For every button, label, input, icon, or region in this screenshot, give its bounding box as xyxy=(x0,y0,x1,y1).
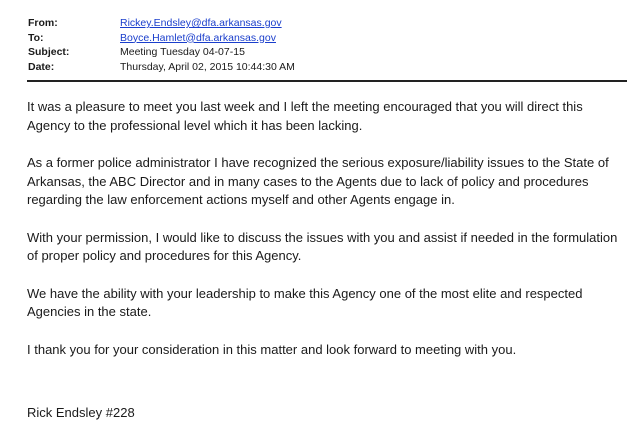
subject-value: Meeting Tuesday 04-07-15 xyxy=(120,46,245,58)
to-row xyxy=(28,31,628,46)
from-label: From: xyxy=(28,17,58,29)
body-paragraph: As a former police administrator I have recognized the serious exposure/liability issues to the State of Arkansas, the ABC Director and in many cases to the Agents due to lack of policy and procedures regarding the law enforcement actions myself and other Agents engage in. xyxy=(27,155,609,207)
body-paragraph: It was a pleasure to meet you last week and I left the meeting encouraged that you will direct this Agency to the professional level which it has been lacking. xyxy=(27,99,583,133)
subject-label: Subject: xyxy=(28,46,70,58)
from-row xyxy=(28,16,628,31)
email-header xyxy=(28,16,628,74)
body-paragraph: We have the ability with your leadership to make this Agency one of the most elite and respected Agencies in the state. xyxy=(27,285,583,319)
body-paragraph: With your permission, I would like to discuss the issues with you and assist if needed in the formulation of proper policy and procedures for this Agency. xyxy=(27,229,618,263)
date-row xyxy=(28,60,628,75)
email-body xyxy=(27,98,627,378)
header-divider xyxy=(27,80,627,82)
to-email-link[interactable]: Boyce.Hamlet@dfa.arkansas.gov xyxy=(120,31,276,44)
signature: Rick Endsley #228 xyxy=(27,405,135,420)
body-paragraph: I thank you for your consideration in this matter and look forward to meeting with you. xyxy=(27,341,517,357)
date-label: Date: xyxy=(28,60,55,73)
date-value: Thursday, April 02, 2015 10:44:30 AM xyxy=(120,60,295,73)
from-email-link[interactable]: Rickey.Endsley@dfa.arkansas.gov xyxy=(120,17,282,29)
to-label: To: xyxy=(28,31,44,44)
subject-row xyxy=(28,45,628,60)
